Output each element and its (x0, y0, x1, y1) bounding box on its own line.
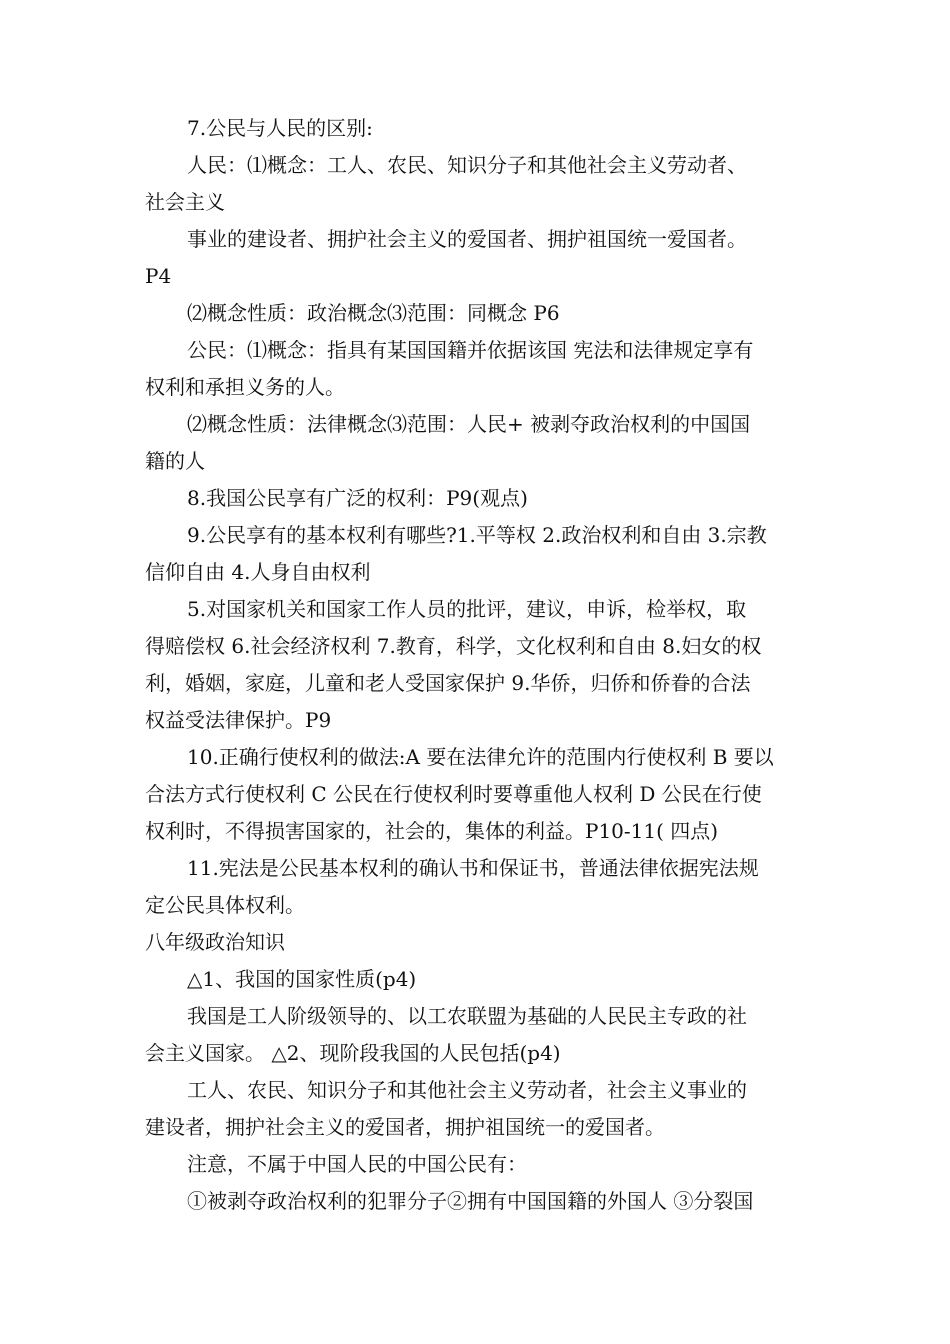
text-line: 9.公民享有的基本权利有哪些?1.平等权 2.政治权利和自由 3.宗教 (187, 523, 767, 547)
paragraph-p14 (145, 998, 810, 1072)
text-line: 11.宪法是公民基本权利的确认书和保证书，普通法律依据宪法规 (187, 856, 759, 880)
paragraph-p6 (145, 406, 810, 480)
text-line: 利，婚姻，家庭，儿童和老人受国家保护 9.华侨，归侨和侨眷的合法 (145, 671, 751, 695)
paragraph-p2 (145, 147, 810, 221)
text-line: ①被剥夺政治权利的犯罪分子②拥有中国国籍的外国人 ③分裂国 (187, 1189, 754, 1213)
paragraph-p7 (145, 480, 810, 517)
text-line: 定公民具体权利。 (145, 893, 305, 917)
paragraph-p4 (145, 295, 810, 332)
text-line: 信仰自由 4.人身自由权利 (145, 560, 371, 584)
text-line: 得赔偿权 6.社会经济权利 7.教育，科学，文化权利和自由 8.妇女的权 (145, 634, 762, 658)
document-page (145, 110, 810, 1220)
paragraph-p5 (145, 332, 810, 406)
text-line: 事业的建设者、拥护社会主义的爱国者、拥护祖国统一爱国者。 (187, 227, 747, 251)
text-line: 5.对国家机关和国家工作人员的批评，建议，申诉，检举权，取 (187, 597, 747, 621)
text-line: 会主义国家。 △2、现阶段我国的人民包括(p4) (145, 1041, 561, 1065)
text-line: 注意，不属于中国人民的中国公民有： (187, 1152, 527, 1176)
text-line: 公民：⑴概念：指具有某国国籍并依据该国 宪法和法律规定享有 (187, 338, 754, 362)
text-line: 籍的人 (145, 449, 205, 473)
text-line: 8.我国公民享有广泛的权利：P9(观点) (187, 486, 528, 510)
paragraph-p12 (145, 924, 810, 961)
text-line: 合法方式行使权利 C 公民在行使权利时要尊重他人权利 D 公民在行使 (145, 782, 762, 806)
text-line: 八年级政治知识 (145, 930, 285, 954)
text-line: P4 (145, 264, 172, 288)
text-line: ⑵概念性质：法律概念⑶范围：人民+ 被剥夺政治权利的中国国 (187, 412, 751, 436)
paragraph-p13 (145, 961, 810, 998)
text-line: ⑵概念性质：政治概念⑶范围：同概念 P6 (187, 301, 560, 325)
text-line: 权益受法律保护。P9 (145, 708, 332, 732)
paragraph-p11 (145, 850, 810, 924)
paragraph-p9 (145, 591, 810, 739)
paragraph-p10 (145, 739, 810, 850)
text-line: 我国是工人阶级领导的、以工农联盟为基础的人民民主专政的社 (187, 1004, 747, 1028)
paragraph-p16 (145, 1146, 810, 1183)
paragraph-p17 (145, 1183, 810, 1220)
text-line: 权利和承担义务的人。 (145, 375, 345, 399)
text-line: 工人、农民、知识分子和其他社会主义劳动者，社会主义事业的 (187, 1078, 747, 1102)
paragraph-p8 (145, 517, 810, 591)
paragraph-p15 (145, 1072, 810, 1146)
text-line: 10.正确行使权利的做法:A 要在法律允许的范围内行使权利 B 要以 (187, 745, 774, 769)
text-line: 社会主义 (145, 190, 225, 214)
paragraph-p3 (145, 221, 810, 295)
text-line: △1、我国的国家性质(p4) (187, 967, 417, 991)
text-line: 权利时，不得损害国家的，社会的，集体的利益。P10-11( 四点) (145, 819, 719, 843)
paragraph-p1 (145, 110, 810, 147)
text-line: 建设者，拥护社会主义的爱国者，拥护祖国统一的爱国者。 (145, 1115, 665, 1139)
text-line: 7.公民与人民的区别: (187, 116, 373, 140)
text-line: 人民：⑴概念：工人、农民、知识分子和其他社会主义劳动者、 (187, 153, 747, 177)
